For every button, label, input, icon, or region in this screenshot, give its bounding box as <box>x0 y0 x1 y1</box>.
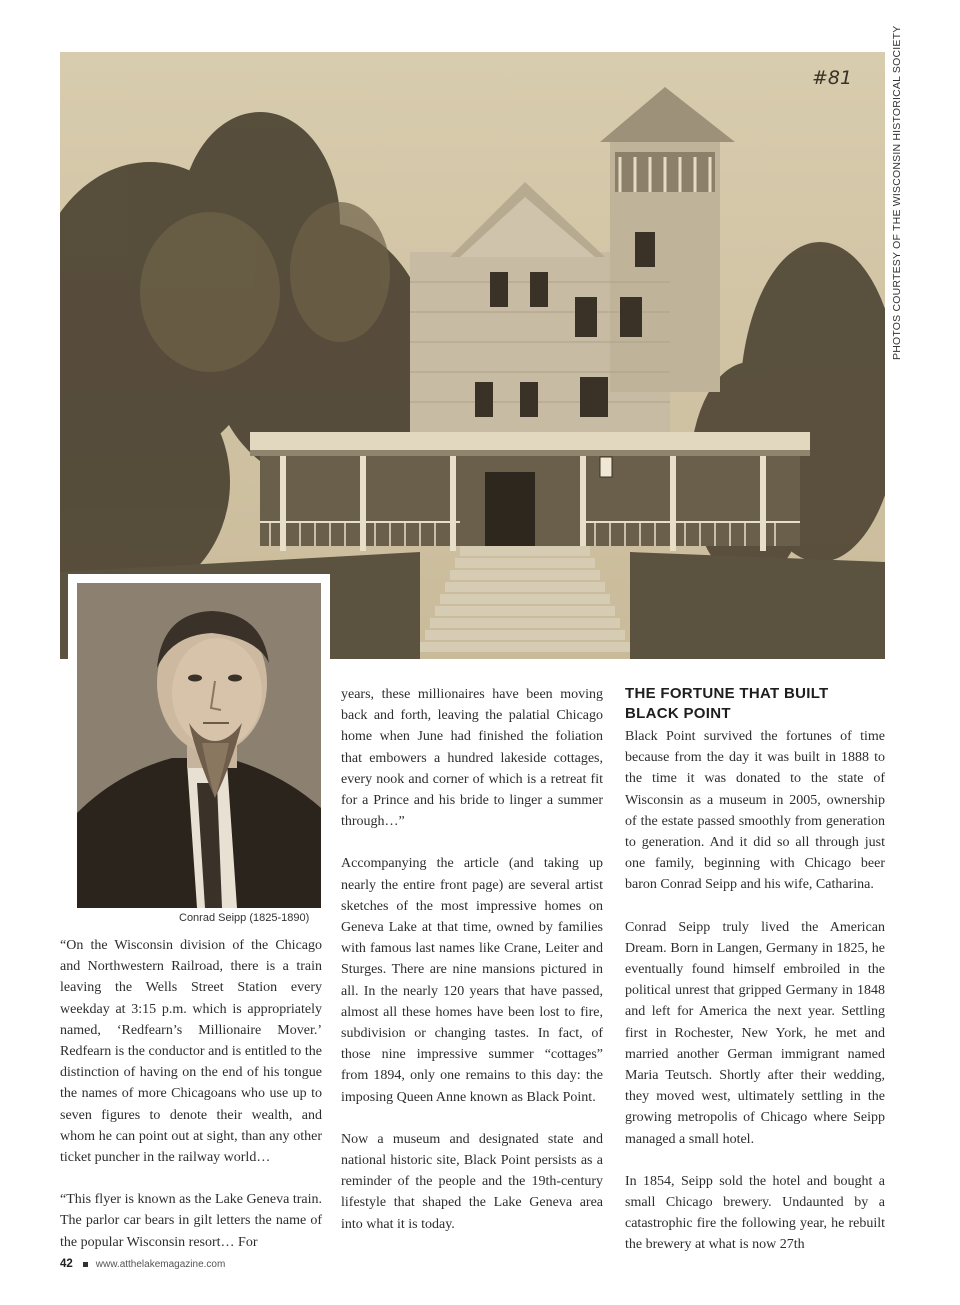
article-paragraph: In 1854, Seipp sold the hotel and bought a small Chicago brewery. Undaunted by a catastrophic fire the following year, he rebuilt the brewery at what is now 27th <box>625 1173 885 1253</box>
article-column-2 <box>341 684 603 1256</box>
square-bullet-icon <box>83 1262 88 1267</box>
article-paragraph: Conrad Seipp truly lived the American Dream. Born in Langen, Germany in 1825, he eventually found himself embroiled in the political unrest that gripped Germany in 1848 and left for America the next year. Settling first in Rochester, New York, he met and married another German immigrant named Maria Teutsch. Shortly after their wedding, they moved west, ultimately settling in the growing metropolis of Chicago where Seipp managed a small hotel. <box>625 919 885 1147</box>
photo-credit-text: PHOTOS COURTESY OF THE WISCONSIN HISTORICAL SOCIETY <box>891 25 903 360</box>
photo-credit <box>886 25 906 360</box>
article-paragraph: Now a museum and designated state and national historic site, Black Point persists as a reminder of the people and the 19th-century lifestyle that shaped the Lake Geneva area into what it is today. <box>341 1131 603 1232</box>
article-paragraph: years, these millionaires have been moving back and forth, leaving the palatial Chicago home when June had finished the foliation that embowers a hundred lakeside cottages, every nook and corner of which is a retreat fit for a Prince and his bride to linger a summer through…” <box>341 687 603 830</box>
page-number: 42 <box>60 1258 73 1270</box>
article-paragraph: “On the Wisconsin division of the Chicago and Northwestern Railroad, there is a train leaving the Wells Street Station every weekday at 3:15 p.m. which is appropriately named, ‘Redfearn’s Millionaire Mover.’ Redfearn is the conductor and is entitled to the distinction of having on the end of his tongue the names of more Chicagoans who use up to seven figures to denote their wealth, and whom he can point out at sight, than any other ticket puncher in the railway world… <box>60 938 322 1166</box>
hero-annotation: #81 <box>812 67 853 89</box>
portrait-illustration <box>77 583 321 908</box>
article-column-1 <box>60 935 322 1274</box>
portrait-frame <box>68 574 330 916</box>
article-paragraph: Accompanying the article (and taking up nearly the entire front page) are several artist sketches of the most impressive homes on Geneva Lake at that time, owned by families with famous last names like Crane, Leiter and Sturges. There are nine mansions pictured in all. In the nearly 120 years that have passed, almost all these homes have been lost to fire, subdivision or changing tastes. In fact, of those nine impressive summer “cottages” from 1894, only one remains to this day: the imposing Queen Anne known as Black Point. <box>341 856 603 1105</box>
portrait-conrad-seipp <box>77 583 321 908</box>
mansion-illustration <box>60 52 885 659</box>
article-paragraph: Black Point survived the fortunes of time because from the day it was built in 1888 to the time it was donated to the state of Wisconsin as a museum in 2005, ownership of the estate passed smoothly from generation to generation. And it did so all through just one family, beginning with Chicago beer baron Conrad Seipp and his wife, Catharina. <box>625 729 885 893</box>
page-footer <box>60 1258 225 1270</box>
footer-website-link[interactable]: www.atthelakemagazine.com <box>95 1258 226 1270</box>
hero-photo-black-point <box>60 52 885 659</box>
article-column-3 <box>625 684 885 1277</box>
article-paragraph: “This flyer is known as the Lake Geneva train. The parlor car bears in gilt letters the name of the popular Wisconsin resort… For <box>60 1192 322 1250</box>
portrait-caption: Conrad Seipp (1825-1890) <box>179 912 310 924</box>
section-heading: THE FORTUNE THAT BUILT BLACK POINT <box>625 685 829 722</box>
